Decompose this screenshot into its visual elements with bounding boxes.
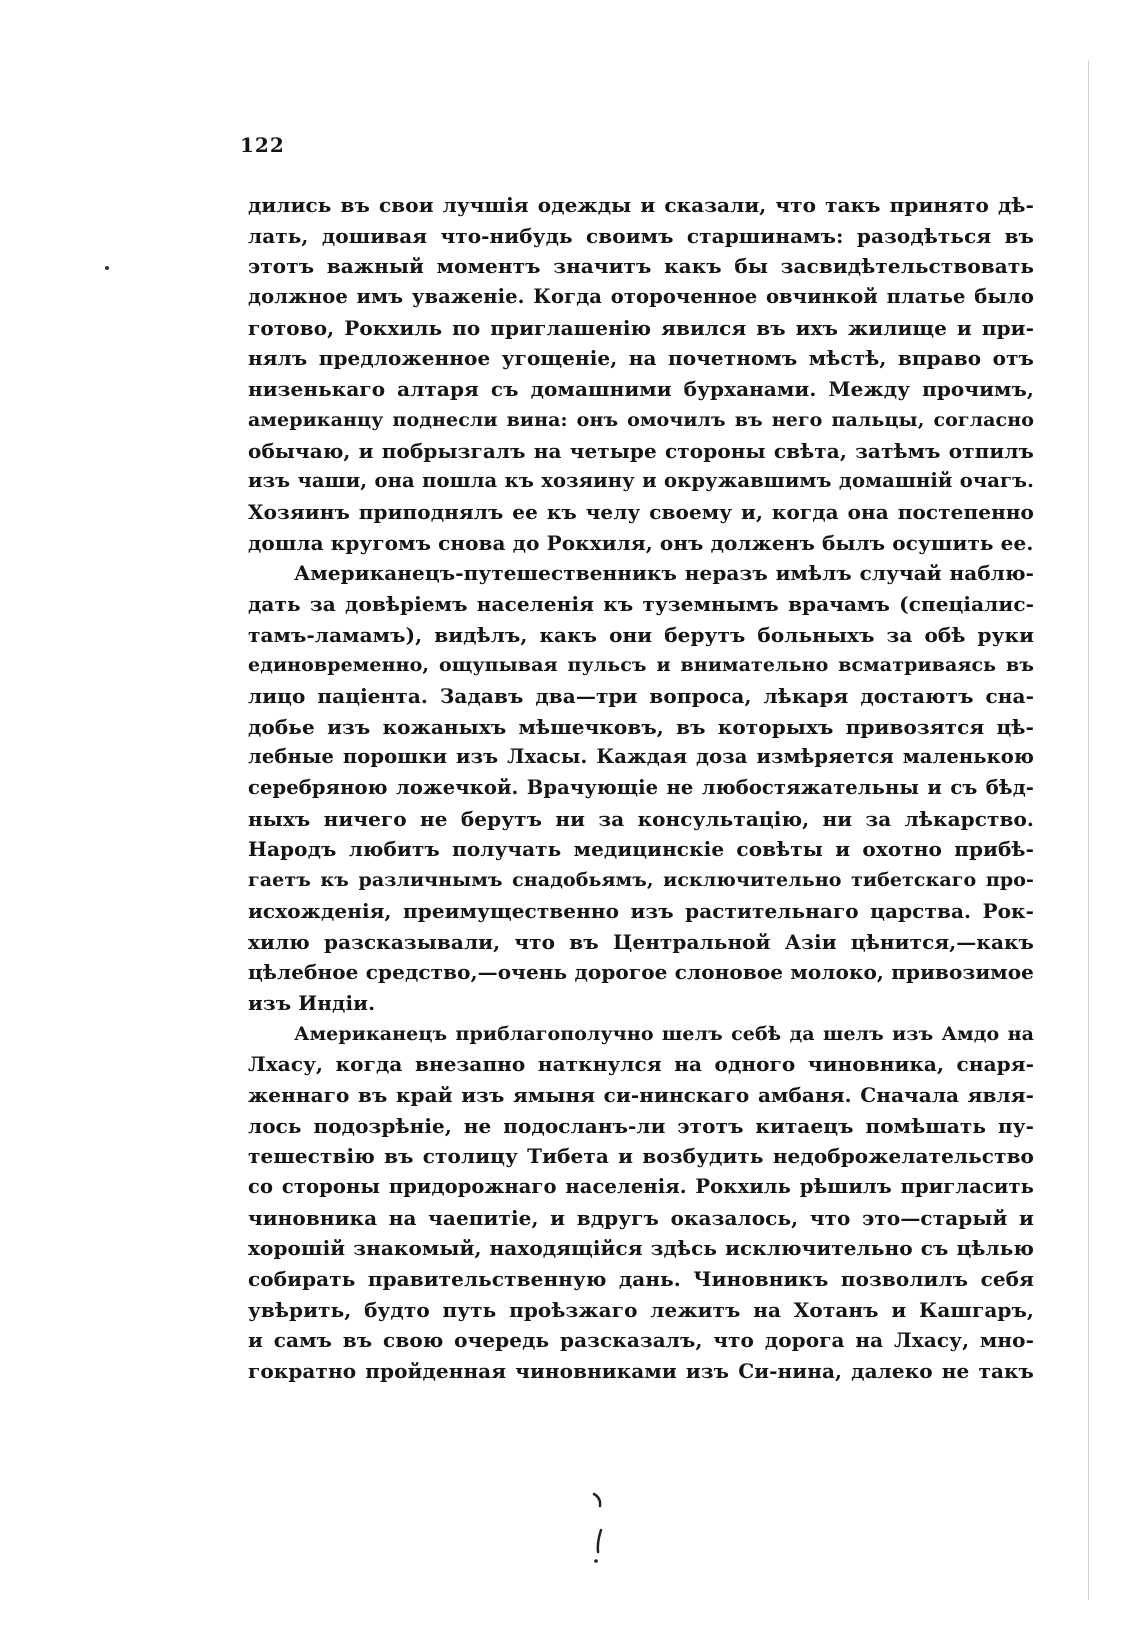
text-line: дились въ свои лучшія одежды и сказали, что такъ принято дѣ- bbox=[248, 193, 1034, 217]
text-line: Лхасу, когда внезапно наткнулся на одного чиновника, снаря- bbox=[248, 1052, 1034, 1077]
text-line: женнаго въ край изъ ямыня си-нинскаго амбаня. Сначала явля- bbox=[248, 1082, 1034, 1107]
paragraph-start-line: Американецъ-путешественникъ неразъ имѣлъ случай наблю- bbox=[294, 561, 1034, 586]
text-line: собирать правительственную дань. Чиновникъ позволилъ себя bbox=[248, 1267, 1034, 1292]
text-line: лицо паціента. Задавъ два—три вопроса, лѣкаря достаютъ сна- bbox=[248, 684, 1034, 708]
text-line: со стороны придорожнаго населенія. Рокхиль рѣшилъ пригласить bbox=[248, 1175, 1034, 1198]
text-line: и самъ въ свою очередь разсказалъ, что дорога на Лхасу, мно- bbox=[248, 1328, 1034, 1353]
text-line: добье изъ кожаныхъ мѣшечковъ, въ которыхъ привозятся цѣ- bbox=[248, 714, 1034, 739]
text-line: тешествію въ столицу Тибета и возбудить недоброжелательство bbox=[248, 1144, 1034, 1169]
text-line: цѣлебное средство,—очень дорогое слоновое молоко, привозимое bbox=[248, 960, 1034, 985]
text-line: американцу поднесли вина: онъ омочилъ въ него пальцы, согласно bbox=[248, 408, 1034, 431]
paragraph-start-line: Американецъ приблагополучно шелъ себѣ да шелъ изъ Амдо на bbox=[294, 1022, 1034, 1045]
text-line: обычаю, и побрызгалъ на четыре стороны свѣта, затѣмъ отпилъ bbox=[248, 438, 1034, 463]
text-line: хилю разсказывали, что въ Центральной Азіи цѣнится,—какъ bbox=[248, 929, 1034, 954]
ink-speck bbox=[105, 266, 109, 270]
text-line: должное имъ уваженіе. Когда отороченное овчинкой платье было bbox=[248, 285, 1034, 309]
text-line: чиновника на чаепитіе, и вдругъ оказалось, что это—старый и bbox=[248, 1205, 1034, 1230]
ink-mark bbox=[589, 1492, 609, 1564]
text-line: лать, дошивая что-нибудь своимъ старшинамъ: разодѣться въ bbox=[248, 223, 1034, 248]
text-line: Хозяинъ приподнялъ ее къ челу своему и, когда она постепенно bbox=[248, 499, 1034, 524]
text-line: исхожденія, преимущественно изъ растительнаго царства. Рок- bbox=[248, 898, 1034, 923]
text-line: изъ Индіи. bbox=[248, 990, 376, 1015]
page-number: 122 bbox=[240, 133, 285, 157]
text-line: дошла кругомъ снова до Рокхиля, онъ долженъ былъ осушить ее. bbox=[248, 530, 1034, 555]
text-line: тамъ-ламамъ), видѣлъ, какъ они берутъ больныхъ за обѣ руки bbox=[248, 622, 1034, 647]
page-edge-line bbox=[1088, 60, 1089, 1600]
text-line: Народъ любитъ получать медицинскіе совѣты и охотно прибѣ- bbox=[248, 837, 1034, 862]
text-line: лось подозрѣніе, не подосланъ-ли этотъ китаецъ помѣшать пу- bbox=[248, 1113, 1034, 1138]
text-line: нялъ предложенное угощеніе, на почетномъ мѣстѣ, вправо отъ bbox=[248, 346, 1034, 371]
text-line: увѣрить, будто путь проѣзжаго лежитъ на Хотанъ и Кашгаръ, bbox=[248, 1297, 1034, 1322]
text-line: этотъ важный моментъ значитъ какъ бы засвидѣтельствовать bbox=[248, 254, 1034, 279]
body-text bbox=[248, 190, 1034, 1387]
text-line: серебряною ложечкой. Врачующіе не любостяжательны и съ бѣд- bbox=[248, 776, 1034, 800]
text-line: изъ чаши, она пошла къ хозяину и окружавшимъ домашній очагъ. bbox=[248, 469, 1034, 493]
text-line: дать за довѣріемъ населенія къ туземнымъ врачамъ (спеціалис- bbox=[248, 591, 1034, 616]
text-line: гократно пройденная чиновниками изъ Си-нина, далеко не такъ bbox=[248, 1359, 1034, 1384]
text-line: низенькаго алтаря съ домашними бурханами. Между прочимъ, bbox=[248, 377, 1034, 402]
text-line: единовременно, ощупывая пульсъ и внимательно всматриваясь въ bbox=[248, 654, 1034, 677]
text-line: ныхъ ничего не берутъ ни за консультацію, ни за лѣкарство. bbox=[248, 806, 1034, 831]
text-line: лебные порошки изъ Лхасы. Каждая доза измѣряется маленькою bbox=[248, 745, 1034, 769]
text-line: гаетъ къ различнымъ снадобьямъ, исключительно тибетскаго про- bbox=[248, 869, 1034, 892]
text-line: готово, Рокхиль по приглашенію явился въ ихъ жилище и при- bbox=[248, 315, 1034, 340]
text-line: хорошій знакомый, находящійся здѣсь исключительно съ цѣлью bbox=[248, 1236, 1034, 1261]
